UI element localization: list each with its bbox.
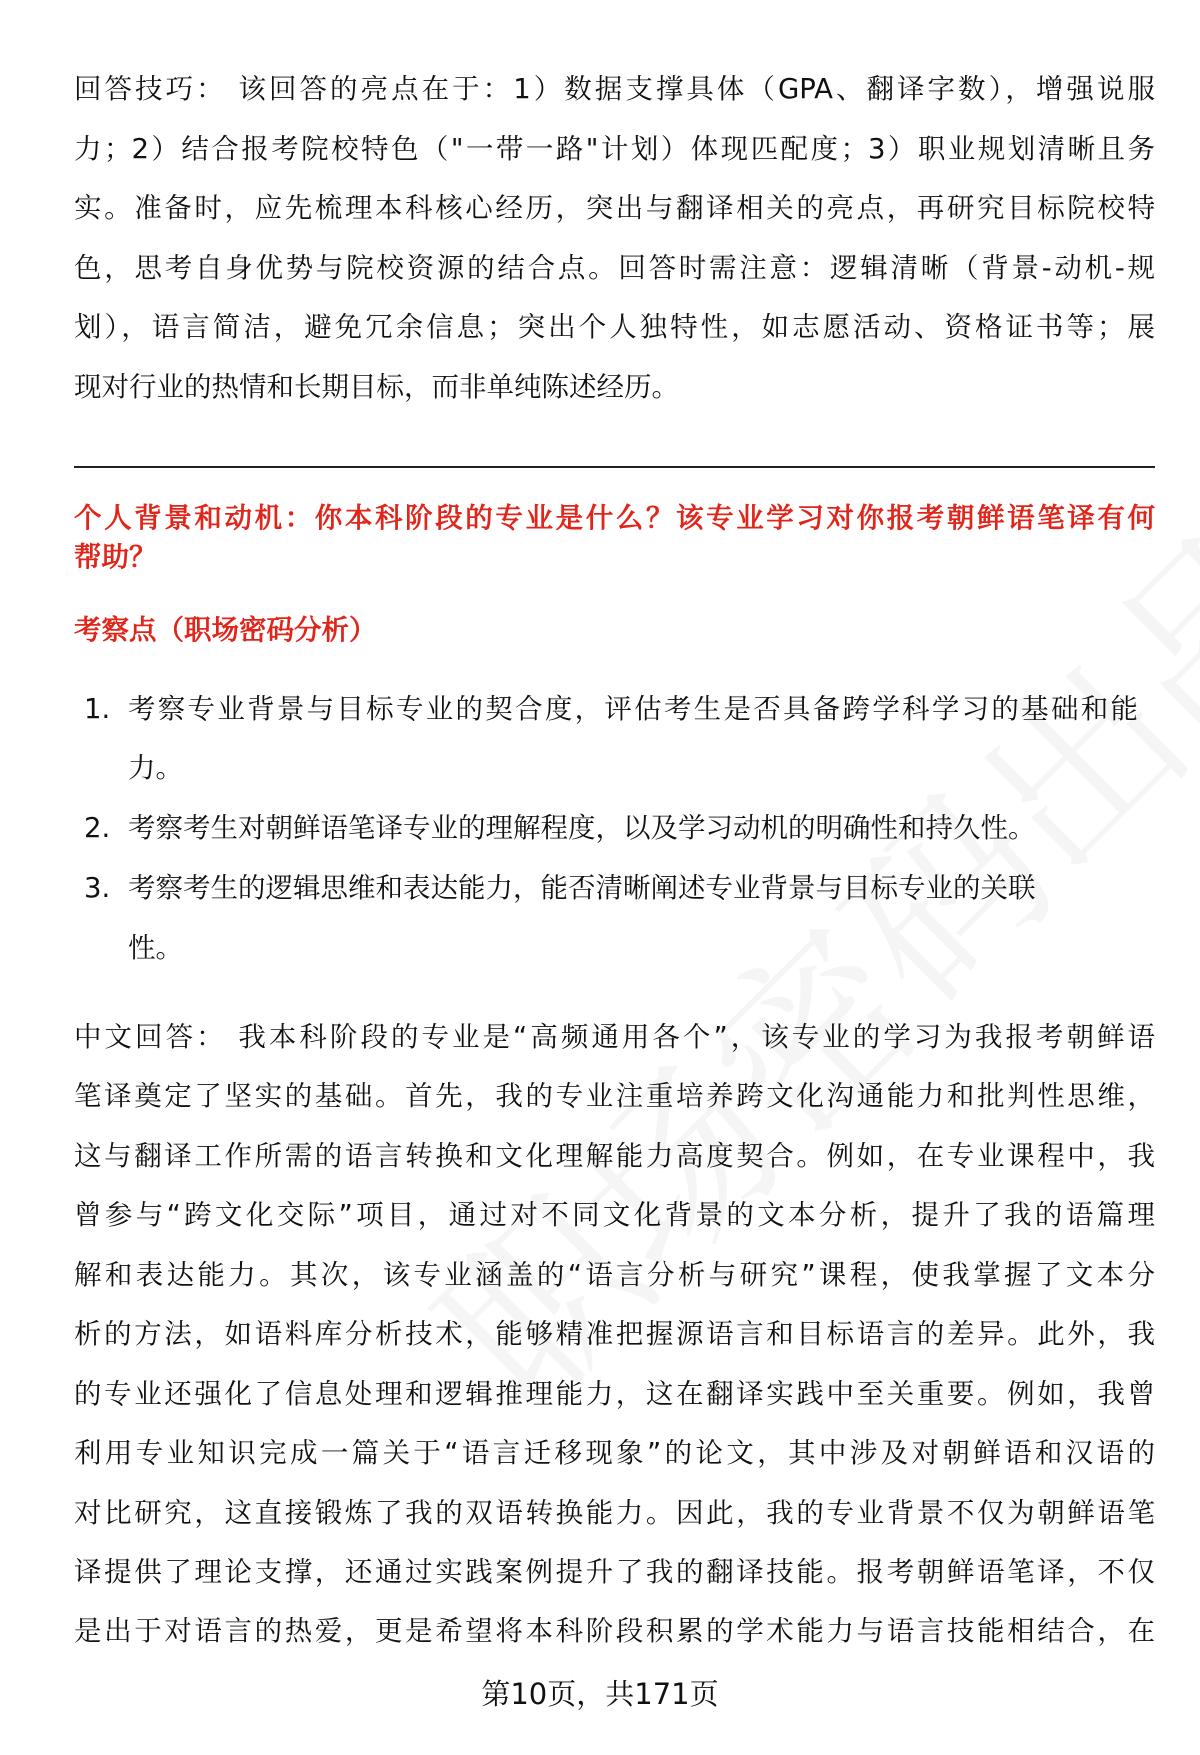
text-line: 解和表达能力。其次，该专业涵盖的“语言分析与研究”课程，使我掌握了文本分 (74, 1259, 1155, 1291)
text-line: 这与翻译工作所需的语言转换和文化理解能力高度契合。例如，在专业课程中，我 (74, 1140, 1155, 1172)
text-line: 的专业还强化了信息处理和逻辑推理能力，这在翻译实践中至关重要。例如，我曾 (74, 1378, 1155, 1410)
text-line: 曾参与“跨文化交际”项目，通过对不同文化背景的文本分析，提升了我的语篇理 (74, 1199, 1155, 1231)
text-line: 笔译奠定了坚实的基础。首先，我的专业注重培养跨文化沟通能力和批判性思维， (74, 1080, 1155, 1112)
text-line: 现对行业的热情和长期目标，而非单纯陈述经历。 (74, 371, 679, 403)
question-line: 个人背景和动机：你本科阶段的专业是什么？该专业学习对你报考朝鲜语笔译有何 (74, 502, 1155, 534)
divider (74, 466, 1155, 468)
text-line: 划），语言简洁，避免冗余信息；突出个人独特性，如志愿活动、资格证书等；展 (74, 311, 1155, 343)
text-line: 力；2）结合报考院校特色（"一带一路"计划）体现匹配度；3）职业规划清晰且务 (74, 133, 1155, 165)
list-number: 1. (84, 693, 111, 725)
text-line: 析的方法，如语料库分析技术，能够精准把握源语言和目标语言的差异。此外，我 (74, 1318, 1155, 1350)
section-heading: 考察点（职场密码分析） (74, 614, 377, 646)
text-line: 对比研究，这直接锻炼了我的双语转换能力。因此，我的专业背景不仅为朝鲜语笔 (74, 1497, 1155, 1529)
text-line: 回答技巧： 该回答的亮点在于：1）数据支撑具体（GPA、翻译字数），增强说服 (74, 73, 1155, 105)
list-item-line: 考察考生对朝鲜语笔译专业的理解程度，以及学习动机的明确性和持久性。 (128, 812, 1036, 844)
text-line: 中文回答： 我本科阶段的专业是“高频通用各个”，该专业的学习为我报考朝鲜语 (74, 1021, 1155, 1053)
list-item-line: 力。 (128, 752, 183, 784)
list-number: 2. (84, 812, 111, 844)
list-item-line: 考察考生的逻辑思维和表达能力，能否清晰阐述专业背景与目标专业的关联 (128, 872, 1036, 904)
text-line: 色，思考自身优势与院校资源的结合点。回答时需注意：逻辑清晰（背景-动机-规 (74, 252, 1155, 284)
list-number: 3. (84, 872, 111, 904)
text-line: 利用专业知识完成一篇关于“语言迁移现象”的论文，其中涉及对朝鲜语和汉语的 (74, 1437, 1155, 1469)
text-line: 是出于对语言的热爱，更是希望将本科阶段积累的学术能力与语言技能相结合，在 (74, 1615, 1155, 1647)
question-line: 帮助？ (74, 541, 157, 573)
text-line: 实。准备时，应先梳理本科核心经历，突出与翻译相关的亮点，再研究目标院校特 (74, 192, 1155, 224)
list-item-line: 性。 (128, 932, 183, 964)
list-item-line: 考察专业背景与目标专业的契合度，评估考生是否具备跨学科学习的基础和能 (128, 693, 1138, 725)
page-number: 第10页，共171页 (481, 1677, 719, 1711)
text-line: 译提供了理论支撑，还通过实践案例提升了我的翻译技能。报考朝鲜语笔译，不仅 (74, 1556, 1155, 1588)
